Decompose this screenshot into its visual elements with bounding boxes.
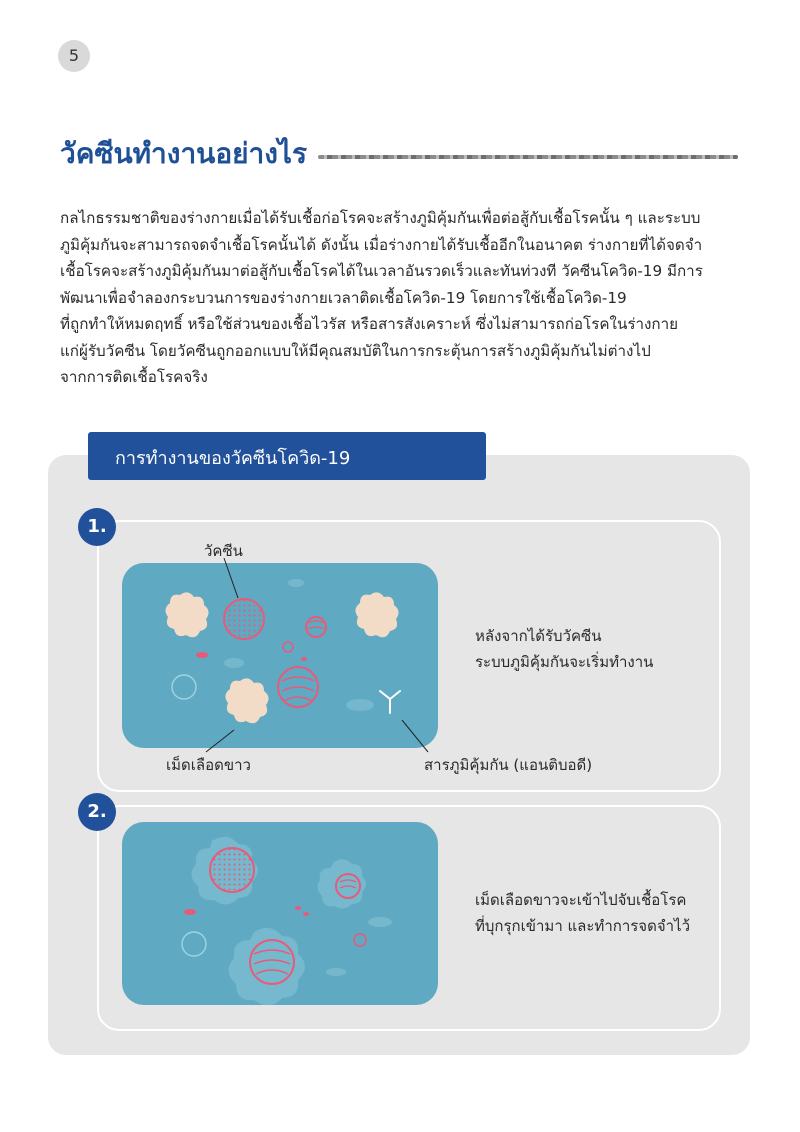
antibody-label: สารภูมิคุ้มกัน (แอนติบอดี) [424, 756, 593, 774]
step-1-description: หลังจากได้รับวัคซีน ระบบภูมิคุ้มกันจะเริ่มทำงาน [475, 627, 654, 671]
vaccine-label: วัคซีน [204, 542, 243, 560]
step-1-badge: 1. [78, 508, 116, 546]
intro-paragraph: กลไกธรรมชาติของร่างกายเมื่อได้รับเชื้อก่อโรคจะสร้างภูมิคุ้มกันเพื่อต่อสู้กับเชื้อโรคนั้น ๆ และระบบ ภูมิคุ้มกันจะสามารถจดจำเชื้อโรคนั้นได้ ดังนั้น เมื่อร่างกายได้รับเชื้ออีกในอนาคต ร่างกายที่ได้จดจำ เชื้อโรคจะสร้างภูมิคุ้มกันมาต่อสู้กับเชื้อโรคได้ในเวลาอันรวดเร็วและทันท่วงที วัคซีนโควิด-19 มีการ พัฒนาเพื่อจำลองกระบวนการของร่างกายเวลาติดเชื้อโควิด-19 โดยการใช้เชื้อโควิด-19 ที่ถูกทำให้หมดฤทธิ์ หรือใช้ส่วนของเชื้อไวรัส หรือสารสังเคราะห์ ซึ่งไม่สามารถก่อโรคในร่างกาย แก่ผู้รับวัคซีน โดยวัคซีนถูกออกแบบให้มีคุณสมบัติในการกระตุ้นการสร้างภูมิคุ้มกันไม่ต่างไป จากการติดเชื้อโรคจริง [60, 209, 703, 386]
cell-blob-icon [368, 917, 392, 927]
fragment-icon [184, 909, 196, 915]
white-blood-cell-label: เม็ดเลือดขาว [166, 756, 251, 774]
page-title: วัคซีนทำงานอย่างไร [60, 137, 308, 170]
page-number: 5 [58, 40, 90, 72]
fragment-icon [295, 906, 301, 910]
fragment-icon [303, 912, 309, 916]
cell-blob-icon [326, 968, 346, 976]
step-2-illustration [122, 822, 438, 1005]
section-title: การทำงานของวัคซีนโควิด-19 [115, 448, 351, 469]
step-2-badge: 2. [78, 793, 116, 831]
step-2-description: เม็ดเลือดขาวจะเข้าไปจับเชื้อโรค ที่บุกรุกเข้ามา และทำการจดจำไว้ [475, 891, 691, 935]
